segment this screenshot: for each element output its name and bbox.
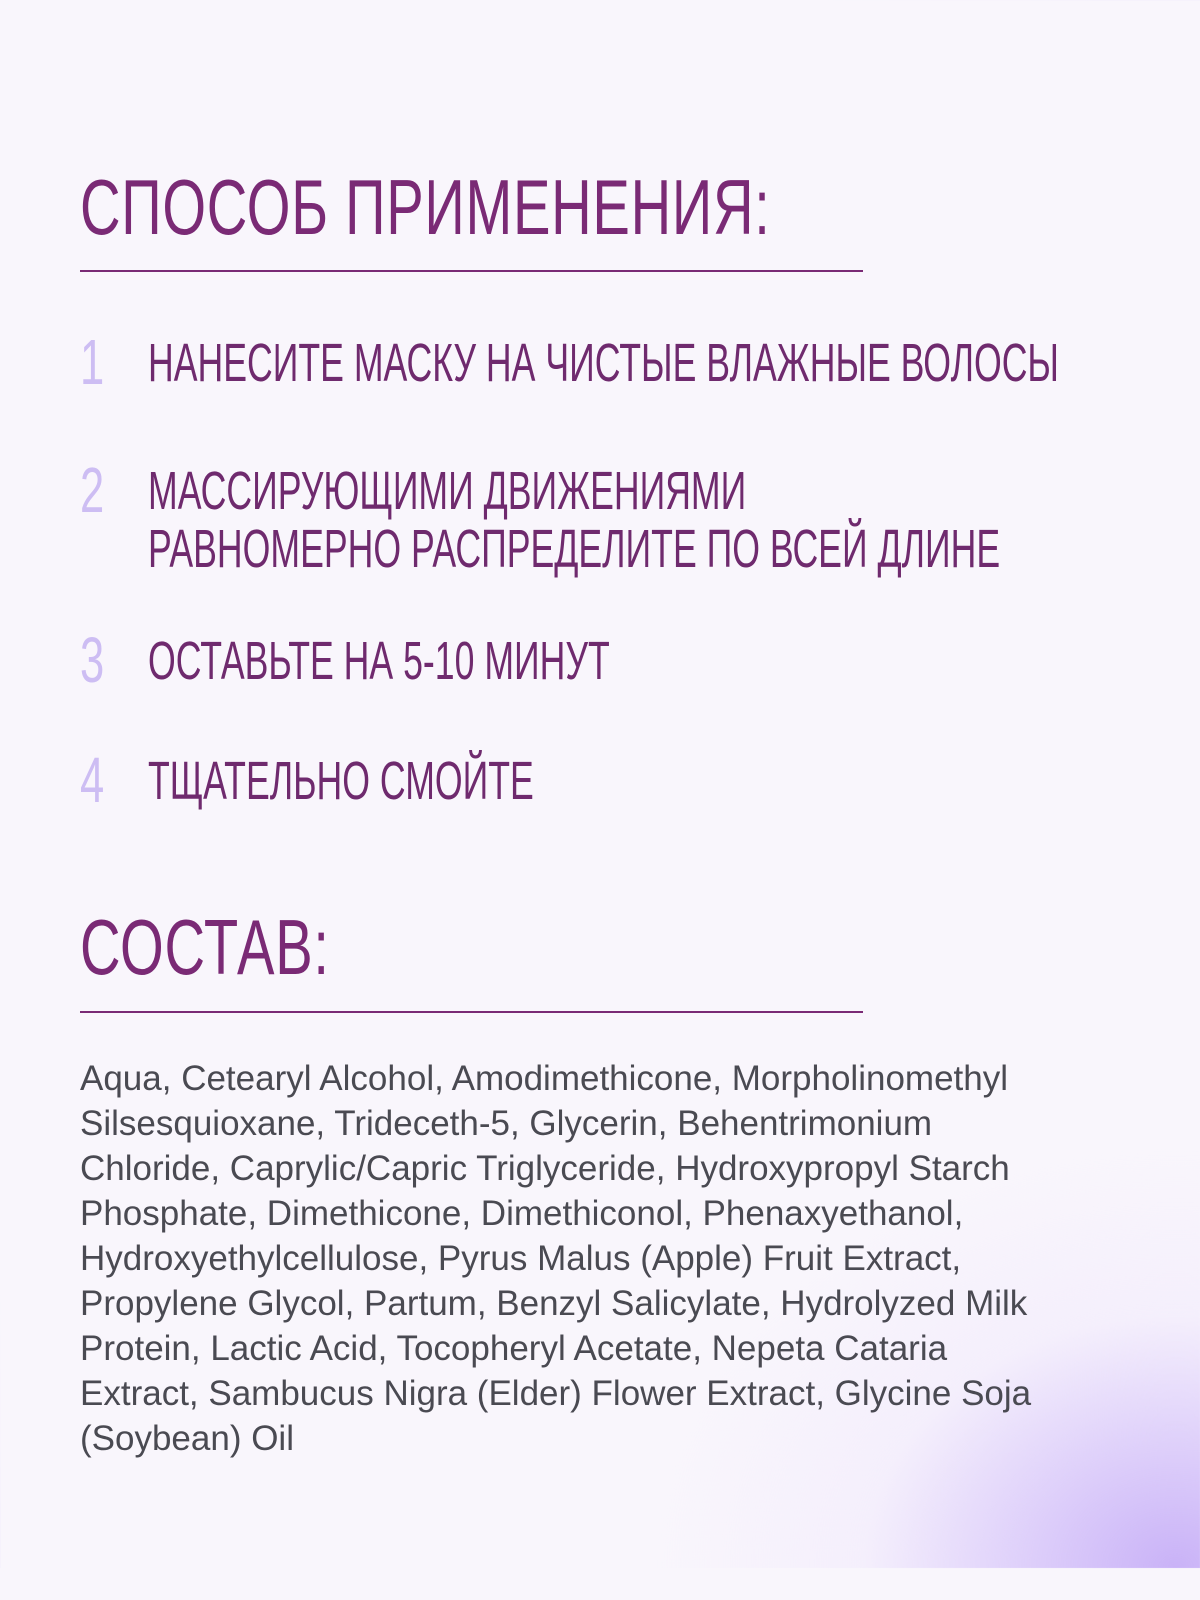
step-text-line: НАНЕСИТЕ МАСКУ НА ЧИСТЫЕ ВЛАЖНЫЕ ВОЛОСЫ xyxy=(148,333,1059,393)
step-number: 1 xyxy=(80,326,105,398)
step-text xyxy=(148,334,1059,392)
step-number: 2 xyxy=(80,454,105,526)
usage-title: СПОСОБ ПРИМЕНЕНИЯ: xyxy=(80,163,771,251)
step-text-line: ТЩАТЕЛЬНО СМОЙТЕ xyxy=(148,751,534,811)
ingredients-text xyxy=(80,1056,1100,1461)
composition-title: СОСТАВ: xyxy=(80,903,330,991)
ingredients-line: Protein, Lactic Acid, Tocopheryl Acetate, Nepeta Cataria xyxy=(80,1329,948,1368)
ingredients-line: Aqua, Cetearyl Alcohol, Amodimethicone, Morpholinomethyl xyxy=(80,1059,1008,1098)
step-text xyxy=(148,462,1000,578)
step-text xyxy=(148,752,534,810)
ingredients-line: Hydroxyethylcellulose, Pyrus Malus (Apple) Fruit Extract, xyxy=(80,1239,962,1278)
ingredients-line: Propylene Glycol, Partum, Benzyl Salicylate, Hydrolyzed Milk xyxy=(80,1284,1028,1323)
step-number: 3 xyxy=(80,624,105,696)
composition-title-divider xyxy=(80,1011,863,1013)
step-text-line: МАССИРУЮЩИМИ ДВИЖЕНИЯМИ xyxy=(148,461,747,521)
ingredients-line: Phosphate, Dimethicone, Dimethiconol, Phenaxyethanol, xyxy=(80,1194,964,1233)
step-number: 4 xyxy=(80,744,105,816)
step-text-line: РАВНОМЕРНО РАСПРЕДЕЛИТЕ ПО ВСЕЙ ДЛИНЕ xyxy=(148,519,1001,579)
step-text-line: ОСТАВЬТЕ НА 5-10 МИНУТ xyxy=(148,631,610,691)
step-text xyxy=(148,632,610,690)
ingredients-line: Silsesquioxane, Trideceth-5, Glycerin, Behentrimonium xyxy=(80,1104,933,1143)
ingredients-line: Extract, Sambucus Nigra (Elder) Flower Extract, Glycine Soja xyxy=(80,1374,1032,1413)
ingredients-line: Chloride, Caprylic/Capric Triglyceride, Hydroxypropyl Starch xyxy=(80,1149,1010,1188)
usage-title-divider xyxy=(80,270,863,272)
ingredients-line: (Soybean) Oil xyxy=(80,1419,294,1458)
